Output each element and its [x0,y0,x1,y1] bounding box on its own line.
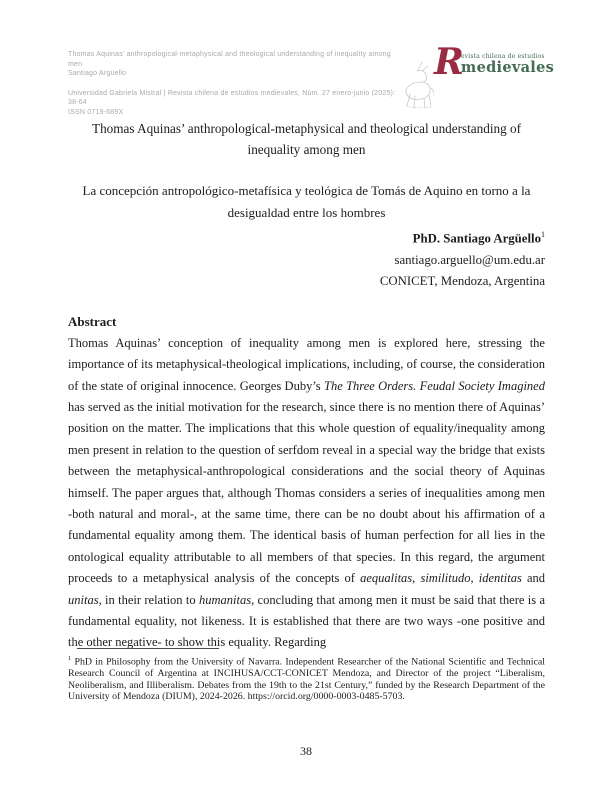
author-name: PhD. Santiago Argüello [412,231,541,246]
donkey-sketch-icon [398,60,434,112]
journal-logo [396,41,555,120]
logo-top-text: evista chilena de estudios [460,53,545,60]
issn-line: ISSN 0719-689X [68,108,124,116]
running-author: Santiago Argüello [68,70,127,77]
article-title-spanish: La concepción antropológico-metafísica y teológica de Tomás de Aquino en torno a la desigualdad entre los hombres [82,183,531,220]
author-name-line [68,224,545,250]
article-front-matter [68,112,545,654]
header-spacer [68,79,398,89]
author-footnote-ref: 1 [541,230,545,239]
journal-line: Universidad Gabriela Mistral | Revista chilena de estudios medievales, Núm. 27 enero-junio (2025): 38-64 [68,89,396,106]
article-title-english: Thomas Aquinas’ anthropological-metaphysical and theological understanding of inequality among men [92,121,521,157]
journal-logo-lockup [434,41,555,83]
footnote-area [68,648,545,703]
footnote-separator [77,648,219,649]
running-header [68,50,398,117]
running-title: Thomas Aquinas’ anthropological-metaphysical and theological understanding of inequality among men [68,51,391,68]
logo-journal-name: medievales [460,59,555,76]
page-number: 38 [300,744,312,758]
author-email: santiago.arguello@um.edu.ar [394,252,545,267]
footnote-text: PhD in Philosophy from the University of Navarra. Independent Researcher of the National Scientific and Technical Research Council of Argentina at INCIHUSA/CCT-CONICET Mendoza, and Director of the project “Liberalism, Neoliberalism, and Illiberalism. Debates from the 19th to the 21st Century,” funded by the Research Department of the University of Mendoza (DIUM), 2024-2026. https://orcid.org/0000-0003-0485-5703. [68,656,545,703]
abstract-text: Thomas Aquinas’ conception of inequality among men is explored here, stressing the importance of its metaphysical-theological implications, including, of course, the consideration of the state of original innocence. Georges Duby’s The Three Orders. Feudal Society Imagined has served as the initial motivation for the research, since there is no mention there of Aquinas’ position on the matter. The implications that this whole question of equality/inequality among men present in relation to the question of serfdom reveal in a special way the bridge that exists between the metaphysical-anthropological considerations and the social theory of Aquinas himself. The paper argues that, although Thomas considers a series of inequalities among men -both natural and moral-, at the same time, there can be no doubt about his affirmation of a fundamental equality among them. The identical basis of human perfection for all lies in the ontological equality attributable to all members of that species. In this regard, the argument proceeds to a metaphysical analysis of the concepts of aequalitas, similitudo, identitas and unitas, in their relation to humanitas, concluding that among men it must be said that there is a fundamental equality, not likeness. It is established that there are two ways -one positive and the other negative- to show this equality. Regarding [68,335,546,650]
footnote-marker: 1 [68,655,72,662]
footnote-text-block [68,653,545,703]
author-block [68,224,545,293]
logo-text [461,46,554,75]
logo-initial-r: R [434,41,464,83]
abstract-heading: Abstract [68,313,117,329]
author-affiliation: CONICET, Mendoza, Argentina [379,274,545,289]
